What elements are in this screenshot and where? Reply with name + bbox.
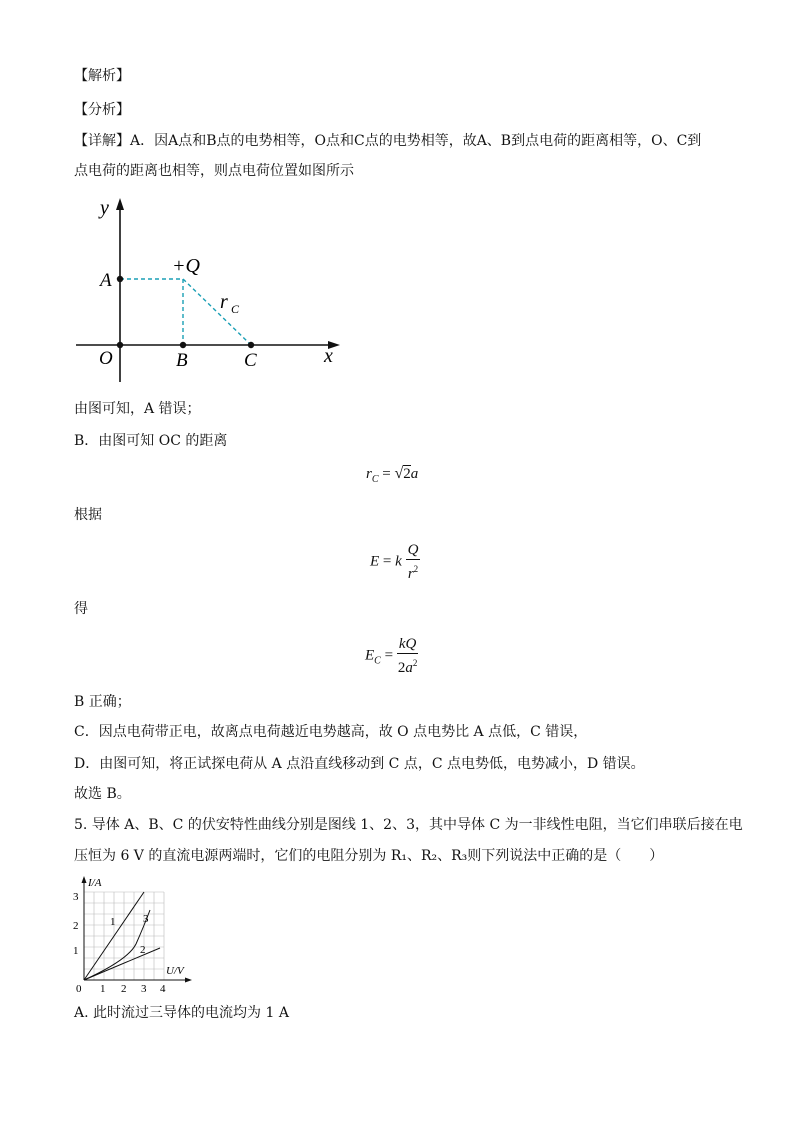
formula-ec: $E_C$ = $\frac{kQ}{2a^2}$ (365, 636, 418, 676)
section-fenxi: 【分析】 (74, 102, 130, 118)
question-5-line-2: 压恒为 6 V 的直流电源两端时，它们的电阻分别为 R₁、R₂、R₃则下列说法中正确的是（ ） (74, 848, 664, 864)
point-a (117, 276, 123, 282)
detail-line-2: 点电荷的距离也相等，则点电荷位置如图所示 (74, 163, 354, 179)
x-tick: 1 (100, 983, 106, 995)
label-b: B (176, 350, 188, 371)
a-wrong-text: 由图可知，A 错误； (74, 401, 201, 417)
charge-position-diagram (70, 192, 350, 392)
question-5-line-1: 5. 导体 A、B、C 的伏安特性曲线分别是图线 1、2、3，其中导体 C 为一非线性电阻，当它们串联后接在电 (74, 817, 743, 833)
x-tick: 3 (141, 983, 147, 995)
axis-y-label: y (100, 197, 109, 219)
section-jiexi: 【解析】 (74, 68, 130, 84)
y-tick: 2 (73, 920, 79, 932)
formula-rc: $r_C = √2a$ (366, 465, 419, 485)
c-line-text: C．因点电荷带正电，故离点电荷越近电势越高，故 O 点电势比 A 点低，C 错误， (74, 724, 588, 740)
label-o: O (99, 348, 113, 369)
d-line-text: D．由图可知，将正试探电荷从 A 点沿直线移动到 C 点，C 点电势低，电势减小，D 错误。 (74, 756, 645, 772)
de-text: 得 (74, 601, 88, 617)
curve-label-1: 1 (110, 916, 116, 928)
iv-characteristic-graph (70, 874, 200, 996)
x-tick: 2 (121, 983, 127, 995)
label-a: A (100, 270, 112, 291)
label-charge-q: +Q (172, 255, 200, 277)
y-axis-label: I/A (88, 877, 102, 889)
b-correct-text: B 正确； (74, 694, 131, 710)
detail-line-1: 【详解】A．因A点和B点的电势相等，O点和C点的电势相等，故A、B到点电荷的距离相等，O、C到 (74, 133, 702, 149)
point-o (117, 342, 123, 348)
label-r: r (220, 291, 228, 313)
curve-label-3: 3 (143, 913, 149, 925)
x-tick: 4 (160, 983, 166, 995)
b-intro-text: B．由图可知 OC 的距离 (74, 433, 228, 449)
y-tick: 1 (73, 945, 79, 957)
label-r-sub: C (231, 302, 240, 316)
curve-label-2: 2 (140, 944, 146, 956)
point-b (180, 342, 186, 348)
x-axis-label: U/V (166, 965, 184, 977)
option-a-text: A. 此时流过三导体的电流均为 1 A (74, 1005, 289, 1021)
point-c (248, 342, 254, 348)
label-c: C (244, 350, 257, 371)
y-tick: 3 (73, 891, 79, 903)
genju-text: 根据 (74, 507, 102, 523)
formula-e: E = k $\frac{Q}{r^2}$ (370, 542, 419, 582)
x-tick: 0 (76, 983, 82, 995)
answer-text: 故选 B。 (74, 786, 131, 802)
axis-x-label: x (324, 345, 333, 367)
